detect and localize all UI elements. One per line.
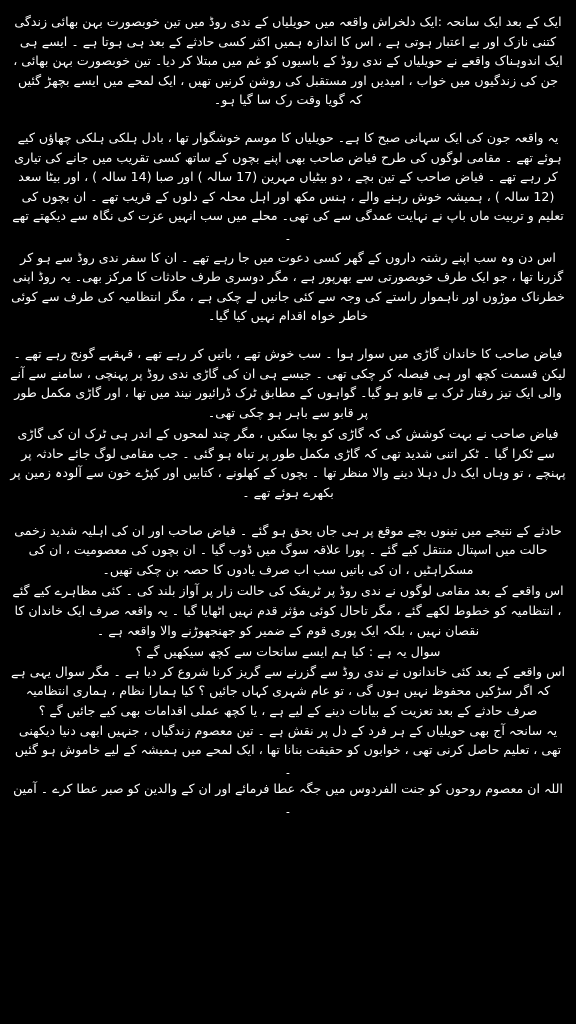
safety-paragraph: اس واقعے کے بعد کئی خاندانوں نے ندی روڈ سے گزرنے سے گریز کرنا شروع کر دیا ہے ۔ مگر سوال یہی ہے کہ اگر سڑکیں محفوظ نہیں ہوں گی ، تو عام شہری کہاں جائیں ؟ کیا ہمارا نظام ، ہماری انتظامیہ صرف حادثے کے بعد تعزیت کے بیانات دینے کے لیے ہے ، یا کچھ عملی اقدامات بھی کیے جائیں گے ؟ (10, 663, 566, 718)
aftermath-paragraph: حادثے کے نتیجے میں تینوں بچے موقع پر ہی جاں بحق ہو گئے ۔ فیاض صاحب اور ان کی اہلیہ شدید زخمی حالت میں اسپتال منتقل کیے گئے ۔ پورا علاقہ سوگ میں ڈوب گیا ۔ ان بچوں کی معصومیت ، ان کی مسکراہٹیں ، ان کی باتیں سب اب صرف یادوں کا حصہ بن چکی تھیں۔ (14, 522, 562, 577)
protest-paragraph: اس واقعے کے بعد مقامی لوگوں نے ندی روڈ پر ٹریفک کی حالت زار پر آواز بلند کی ۔ کئی مظاہرے کیے گئے ، انتظامیہ کو خطوط لکھے گئے ، مگر تاحال کوئی مؤثر قدم نہیں اٹھایا گیا ۔ یہ واقعہ صرف ایک خاندان کا نقصان نہیں ، بلکہ ایک پوری قوم کے ضمیر کو جھنجھوڑنے والا واقعہ ہے ۔ (12, 583, 564, 638)
intro-paragraph: ایک کے بعد ایک سانحہ :ایک دلخراش واقعہ میں حویلیاں کے ندی روڈ میں تین خوبصورت بہن بھائی زندگی کتنی نازک اور بے اعتبار ہوتی ہے ، اس کا اندازہ ہمیں اکثر کسی حادثے کے بعد ہی ہوتا ہے ۔ ایسے ہی ایک اندوہناک واقعے نے حویلیاں کے ندی روڈ کے باسیوں کو غم میں مبتلا کر دیا۔ تین خوبصورت بہن بھائی ، جن کی زندگیوں میں خواب ، امیدیں اور مستقبل کی روشن کرنیں تھیں ، ایک لمحے میں ایسے بچھڑ گئیں کہ گویا وقت رک سا گیا ہو۔ (13, 14, 563, 108)
paragraph-spacer (10, 110, 566, 128)
crash-paragraph: فیاض صاحب نے بہت کوشش کی کہ گاڑی کو بچا سکیں ، مگر چند لمحوں کے اندر ہی ٹرک ان کی گاڑی سے ٹکرا گیا ۔ ٹکر اتنی شدید تھی کہ گاڑی مکمل طور پر تباہ ہو گئی ۔ جب مقامی لوگ جائے حادثہ پر پہنچے ، تو وہاں ایک دل دہلا دینے والا منظر تھا ۔ بچوں کے کھلونے ، کتابیں اور کپڑے خون سے آلودہ زمین پر بکھرے ہوئے تھے ۔ (10, 426, 566, 501)
car-paragraph: فیاض صاحب کا خاندان گاڑی میں سوار ہوا ۔ سب خوش تھے ، باتیں کر رہے تھے ، قہقہے گونج رہے تھے ۔ لیکن قسمت کچھ اور ہی فیصلہ کر چکی تھی ۔ جیسے ہی ان کی گاڑی ندی روڈ پر پہنچی ، سامنے سے آنے والی ایک تیز رفتار ٹرک بے قابو ہو گیا۔ گواہوں کے مطابق ٹرک ڈرائیور نیند میں تھا ، اور گاڑی مکمل طور پر قابو سے باہر ہو چکی تھی۔ (10, 345, 566, 420)
paragraph-spacer (10, 503, 566, 521)
question-line: سوال یہ ہے : کیا ہم ایسے سانحات سے کچھ سیکھیں گے ؟ (135, 644, 441, 660)
prayer-line: اللہ ان معصوم روحوں کو جنت الفردوس میں جگہ عطا فرمائے اور ان کے والدین کو صبر عطا کرے ۔ آمین ۔ (13, 781, 563, 816)
memory-paragraph: یہ سانحہ آج بھی حویلیاں کے ہر فرد کے دل پر نقش ہے ۔ تین معصوم زندگیاں ، جنہیں ابھی دنیا دیکھنی تھی ، تعلیم حاصل کرنی تھی ، خوابوں کو حقیقت بنانا تھا ، ایک لمحے میں ہمیشہ کے لیے خاموش ہو گئیں ۔ (14, 722, 562, 777)
paragraph-spacer (10, 326, 566, 344)
journey-paragraph: اس دن وہ سب اپنے رشتہ داروں کے گھر کسی دعوت میں جا رہے تھے ۔ ان کا سفر ندی روڈ سے ہو کر گزرنا تھا ، جو ایک طرف خوبصورتی سے بھرپور ہے ، مگر دوسری طرف حادثات کا مرکز بھی۔ یہ روڈ اپنی خطرناک موڑوں اور ناہموار راستے کی وجہ سے کئی جانیں لے چکی ہے ، مگر انتظامیہ کی طرف سے کوئی خاطر خواہ اقدام نہیں کیا گیا۔ (11, 249, 565, 324)
morning-paragraph: یہ واقعہ جون کی ایک سہانی صبح کا ہے۔ حویلیاں کا موسم خوشگوار تھا ، بادل ہلکی ہلکی چھاؤں کیے ہوئے تھے ۔ مقامی لوگوں کی طرح فیاض صاحب بھی اپنے بچوں کے ساتھ کسی تقریب میں جانے کی تیاری کر رہے تھے ۔ فیاض صاحب کے تین بچے ، دو بیٹیاں مہرین (17 سالہ ) اور صبا (14 سالہ ) ، اور بیٹا سعد (12 سالہ ) ، ہمیشہ خوش رہنے والے ، ہنس مکھ اور اہل محلہ کے دلوں کے قریب تھے ۔ ان بچوں کی تعلیم و تربیت ماں باپ نے نہایت عمدگی سے کی تھی۔ محلے میں سب انہیں عزت کی نگاہ سے دیکھتے تھے ۔ (12, 129, 564, 243)
